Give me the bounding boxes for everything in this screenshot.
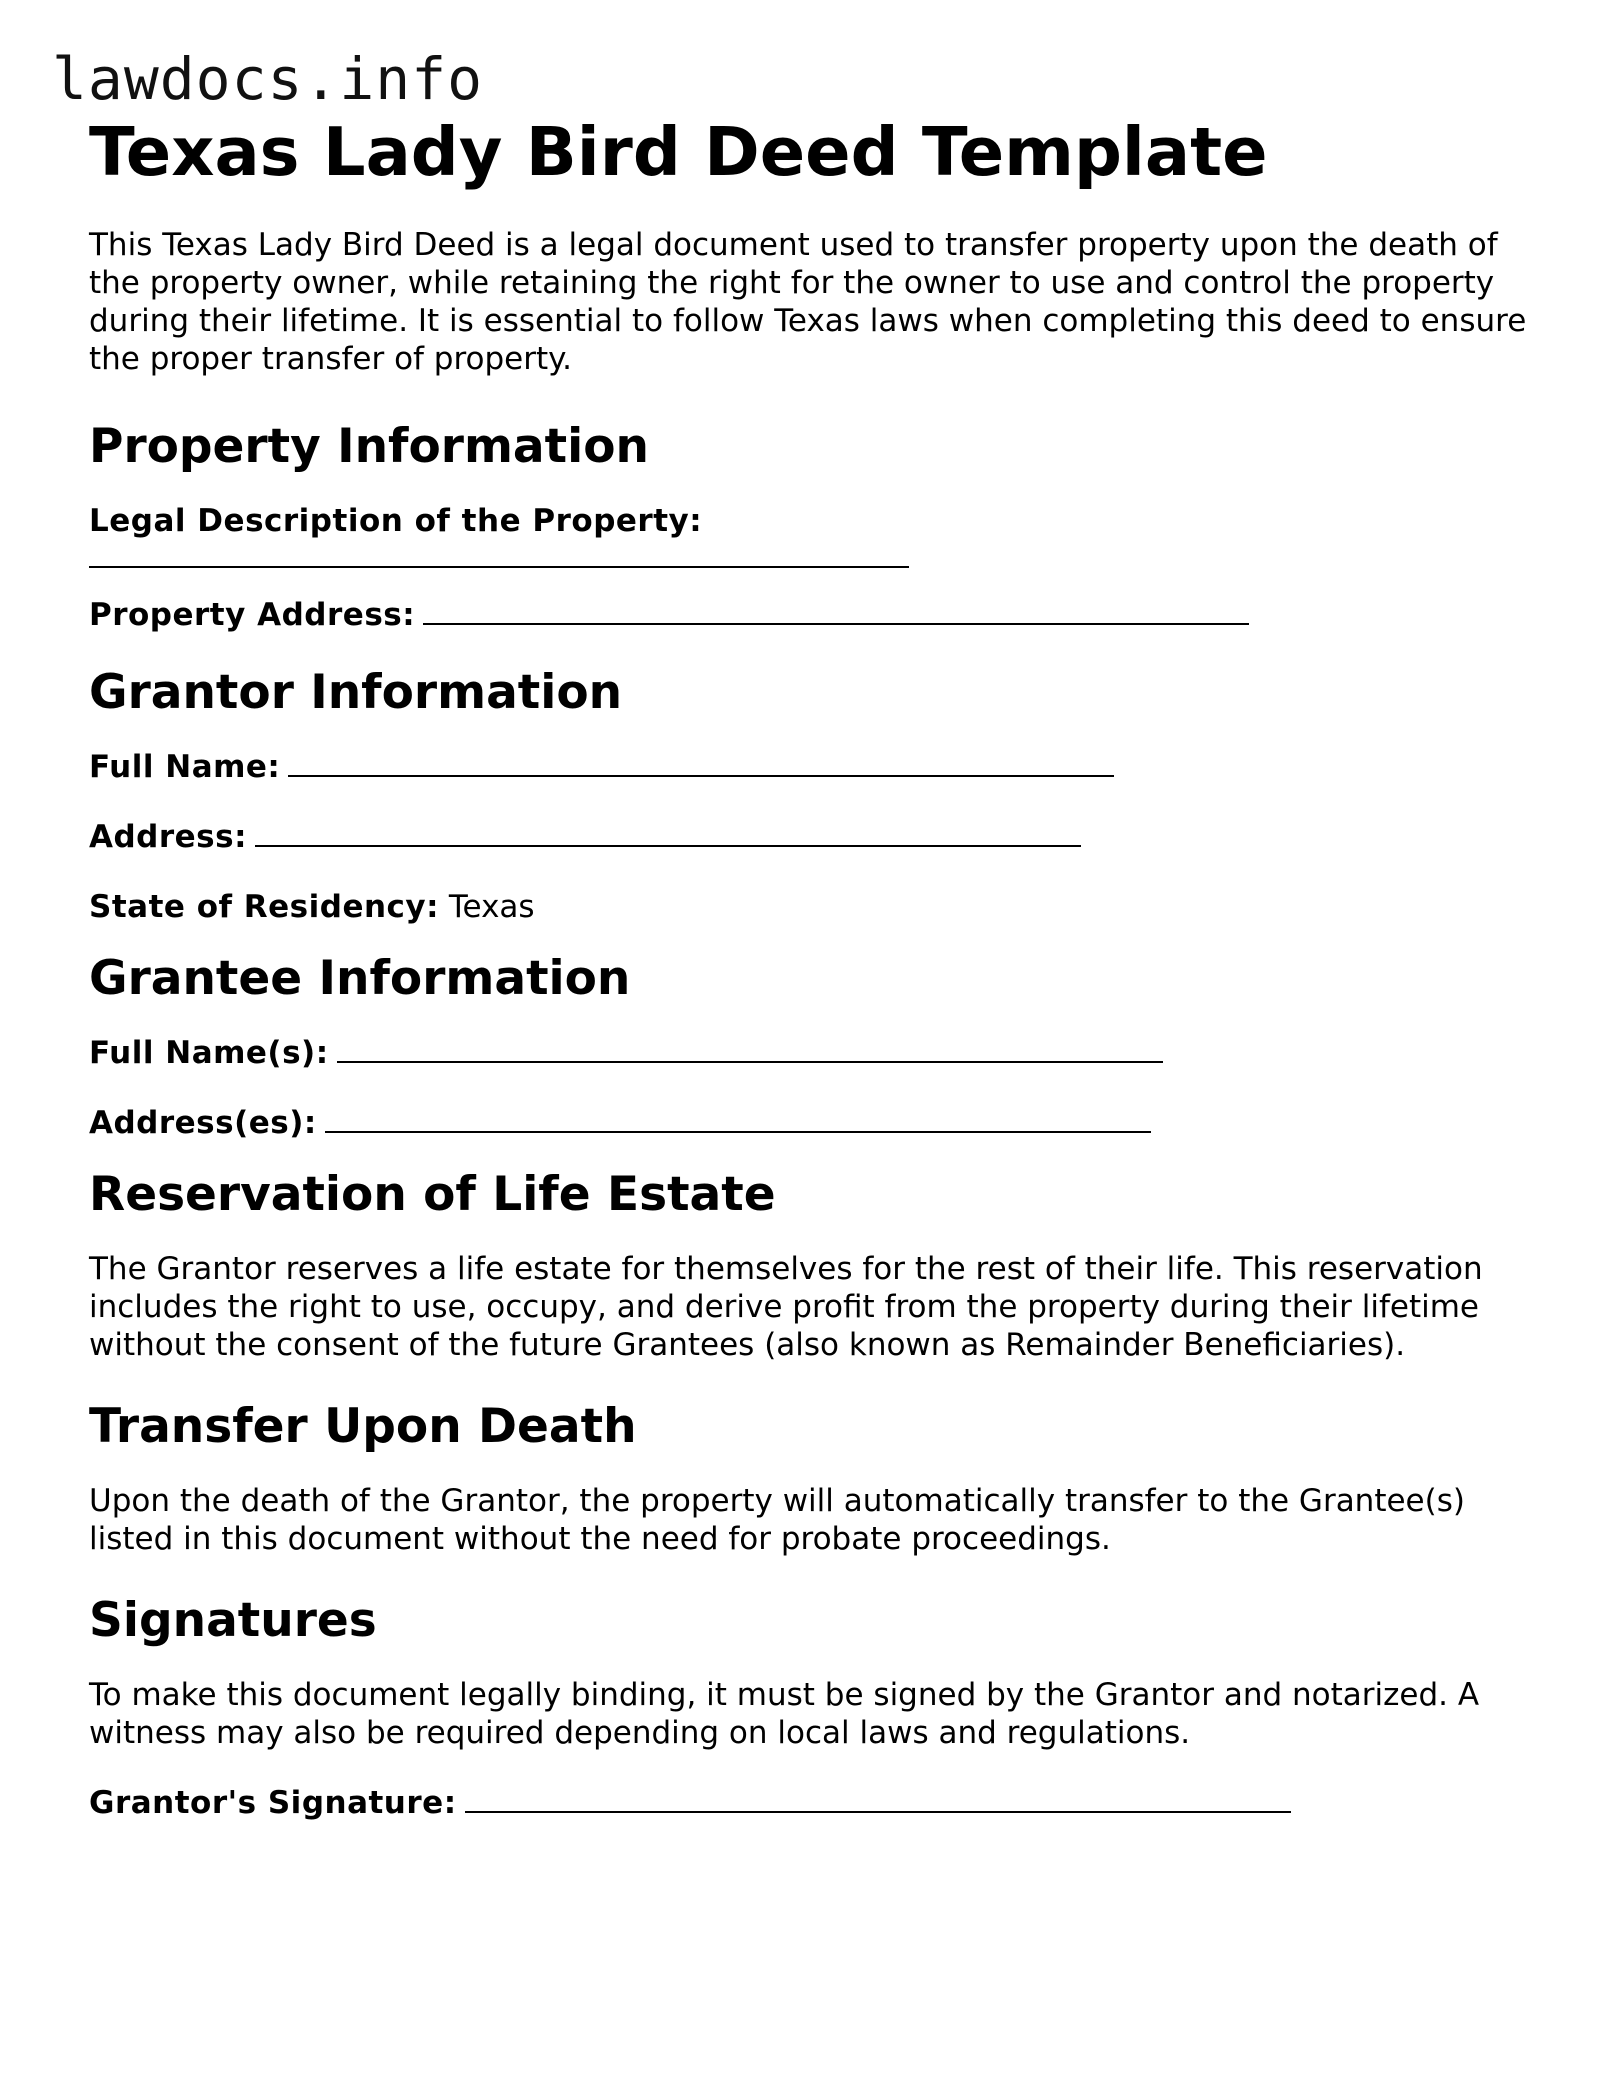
grantor-signature-field <box>89 1784 1529 1822</box>
grantor-full-name-blank[interactable] <box>288 749 1114 777</box>
transfer-heading: Transfer Upon Death <box>89 1399 637 1454</box>
grantor-full-name-field <box>89 748 1529 786</box>
grantee-addresses-label: Address(es): <box>89 1105 317 1141</box>
property-address-label: Property Address: <box>89 597 416 633</box>
grantee-full-names-field <box>89 1034 1529 1072</box>
grantor-residency-field <box>89 888 1529 926</box>
grantor-address-label: Address: <box>89 819 247 855</box>
grantor-heading: Grantor Information <box>89 665 623 720</box>
transfer-paragraph: Upon the death of the Grantor, the property will automatically transfer to the Grantee(s) listed in this document without the need for probate proceedings. <box>89 1483 1465 1557</box>
grantor-signature-label: Grantor's Signature: <box>89 1785 457 1821</box>
watermark: lawdocs.info <box>52 45 484 113</box>
life-estate-heading: Reservation of Life Estate <box>89 1167 776 1222</box>
property-heading: Property Information <box>89 419 649 474</box>
legal-description-blank[interactable] <box>89 540 909 568</box>
grantee-full-names-blank[interactable] <box>337 1035 1163 1063</box>
document <box>89 112 1529 1822</box>
grantor-address-field <box>89 818 1529 856</box>
signatures-paragraph: To make this document legally binding, it must be signed by the Grantor and notarized. A witness may also be required depending on local laws and regulations. <box>89 1677 1480 1751</box>
page-title: Texas Lady Bird Deed Template <box>89 113 1268 191</box>
grantor-full-name-label: Full Name: <box>89 749 281 785</box>
grantee-full-names-label: Full Name(s): <box>89 1035 329 1071</box>
legal-description-field <box>89 502 1529 568</box>
grantee-heading: Grantee Information <box>89 951 631 1006</box>
property-address-field <box>89 596 1529 634</box>
signatures-heading: Signatures <box>89 1593 377 1648</box>
intro-paragraph: This Texas Lady Bird Deed is a legal document used to transfer property upon the death of the property owner, while retaining the right for the owner to use and control the property during their lifetime. It is essential to follow Texas laws when completing this deed to ensure the proper transfer of property. <box>89 227 1527 377</box>
grantee-addresses-blank[interactable] <box>325 1105 1151 1133</box>
grantor-signature-blank[interactable] <box>465 1785 1291 1813</box>
grantee-addresses-field <box>89 1104 1529 1142</box>
grantor-address-blank[interactable] <box>255 819 1081 847</box>
legal-description-label: Legal Description of the Property: <box>89 503 703 539</box>
life-estate-paragraph: The Grantor reserves a life estate for themselves for the rest of their life. This reservation includes the right to use, occupy, and derive profit from the property during their lifetime without the consent of the future Grantees (also known as Remainder Beneficiaries). <box>89 1251 1483 1363</box>
grantor-residency-label: State of Residency: <box>89 889 440 925</box>
grantor-residency-value: Texas <box>448 889 535 925</box>
property-address-blank[interactable] <box>423 597 1249 625</box>
